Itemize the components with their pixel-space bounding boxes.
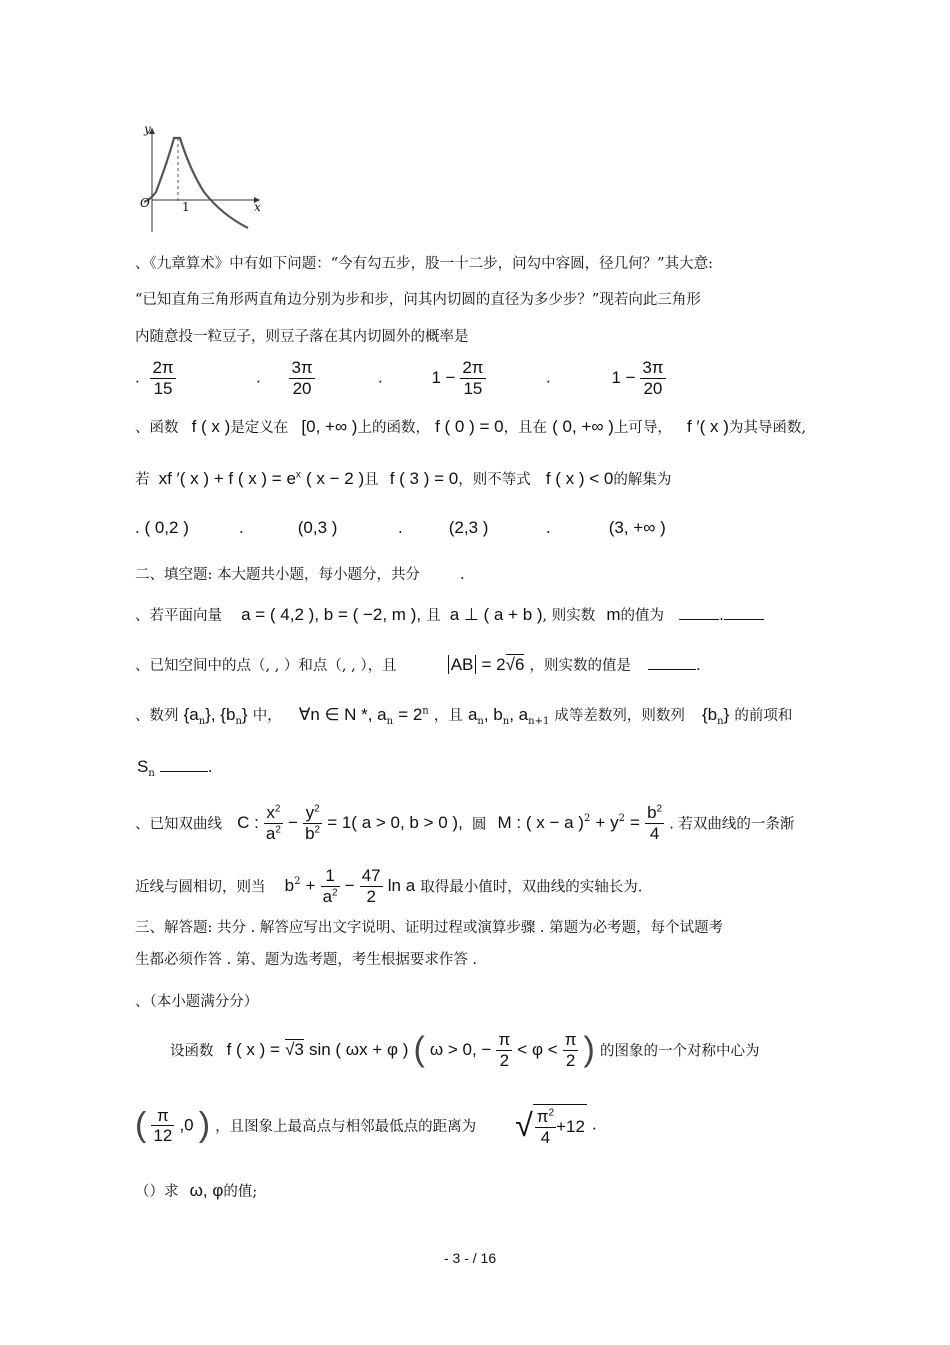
- fraction-y2-b2: $\frac{y^2}{b^2}$: [305, 803, 321, 843]
- func-option-b[interactable]: . (0,3 ): [239, 518, 338, 537]
- fraction-x2-a2: $\frac{x^2}{a^2}$: [265, 803, 281, 843]
- question-sequence: 、数列 $\{a_n\}$, $\{b_n\}$ 中， ∀n ∈ N *, $a_n = 2^n$ ，且 $a_n$, $b_n$, $a_{n+1}$ 成等差数列，则数列 $\{b_n\}$ 的前项和: [135, 705, 793, 728]
- big-paren-right: ): [583, 1030, 595, 1069]
- fraction-pi-12: $\frac{\pi}{12}$: [153, 1105, 173, 1146]
- option-c[interactable]: . 1 − $\frac{2\pi}{15}$: [378, 358, 484, 398]
- question-trig-head: 、（本小题满分分）: [135, 994, 259, 1010]
- func-option-d[interactable]: . (3, +∞ ): [546, 518, 666, 537]
- question-jiuzhang-line1: 、《九章算术》中有如下问题：“今有勾五步，股一十二步，问勾中容圆，径几何？”其大意:: [135, 256, 713, 272]
- section3-line1: 三、解答题: 共分 . 解答应写出文字说明、证明过程或演算步骤 . 第题为必考题，每个试题考: [135, 920, 724, 936]
- answer-blank[interactable]: [679, 619, 719, 620]
- question-trig-line2: ( $\frac{\pi}{12}$ ,0 ) ，且图象上最高点与相邻最低点的距离为 √ $\frac{\pi^2}{4}$ +12 .: [135, 1105, 597, 1147]
- question-func-line2: 若 xf ′( x ) + f ( x ) = $e^x$ ( x − 2 )且 f ( 3 ) = 0，则不等式 f ( x ) < 0的解集为: [135, 469, 672, 488]
- section2-heading: 二、填空题: 本大题共小题，每小题分，共分 .: [135, 567, 465, 583]
- option-b[interactable]: . $\frac{3\pi}{20}$: [256, 358, 313, 398]
- question-hyperbola-line1: 、已知双曲线 C : $\frac{x^2}{a^2}$ − $\frac{y^2}{b^2}$ = 1( a > 0, b > 0 ), 圆 M : ( x − a )$^2 + y^2$ = $\frac{b^2}{4}$ . 若双曲线的一条渐: [135, 803, 795, 843]
- fraction-pi-2: $\frac{\pi}{2}$: [498, 1030, 511, 1070]
- page-number: - 3 - / 16: [444, 1250, 497, 1266]
- sqrt-6: √6: [505, 655, 525, 674]
- question-sequence-sn: $S_n$ .: [137, 757, 213, 780]
- question-trig-sub1: （）求 ω, φ的值;: [135, 1181, 258, 1200]
- question-jiuzhang-line3: 内随意投一粒豆子，则豆子落在其内切圆外的概率是: [135, 329, 469, 345]
- fraction-pi-2b: $\frac{\pi}{2}$: [564, 1030, 577, 1070]
- abs-ab: AB: [448, 655, 477, 674]
- question-vector: 、若平面向量 a = ( 4,2 ), b = ( −2, m ), 且 a ⊥ ( a + b ), 则实数 m的值为 .: [135, 604, 764, 625]
- fraction: $\frac{3\pi}{20}$: [291, 358, 313, 398]
- sqrt-distance: √ $\frac{\pi^2}{4}$ +12: [515, 1104, 587, 1147]
- function-graph: [138, 120, 268, 240]
- graph-svg: [138, 120, 268, 240]
- fraction-47-2: $\frac{47}{2}$: [361, 866, 381, 906]
- big-paren-left-2: (: [135, 1106, 147, 1145]
- question-func-line1: 、函数 f ( x )是定义在 [0, +∞ )上的函数， f ( 0 ) = 0，且在 ( 0, +∞ )上可导， f ′( x )为其导函数,: [135, 417, 806, 436]
- func-option-a[interactable]: . ( 0,2 ): [135, 518, 189, 537]
- question-jiuzhang-line2: “已知直角三角形两直角边分别为步和步，问其内切圆的直径为多少步？”现若向此三角形: [135, 292, 701, 308]
- section3-line2: 生都必须作答 . 第、题为选考题，考生根据要求作答 .: [135, 952, 478, 968]
- function-curve: [144, 138, 248, 228]
- func-option-c[interactable]: . (2,3 ): [398, 518, 489, 537]
- option-d[interactable]: . 1 − $\frac{3\pi}{20}$: [546, 358, 664, 398]
- fraction: $\frac{3\pi}{20}$: [642, 358, 664, 398]
- question-trig-line1: 设函数 f ( x ) = √3 sin ( ωx + φ ) ( ω > 0, − $\frac{\pi}{2}$ < φ < $\frac{\pi}{2}$ ) 的图象的一个对称中心为: [170, 1030, 760, 1070]
- y-label: y: [144, 122, 151, 136]
- answer-blank-ext: [724, 619, 764, 620]
- question-hyperbola-line2: 近线与圆相切，则当 $b^2$ + $\frac{1}{a^2}$ − $\frac{47}{2}$ ln a 取得最小值时，双曲线的实轴长为.: [135, 866, 643, 906]
- option-a[interactable]: . $\frac{2\pi}{15}$: [135, 358, 174, 398]
- question-points: 、已知空间中的点（, , ）和点（, , ），且 AB = 2√6 ，则实数的值是 .: [135, 655, 701, 674]
- answer-blank[interactable]: [160, 771, 208, 772]
- answer-blank[interactable]: [648, 669, 696, 670]
- big-paren-left: (: [413, 1030, 425, 1069]
- fraction-1-a2: $\frac{1}{a^2}$: [322, 866, 338, 906]
- origin-label: O: [140, 196, 150, 210]
- fraction: $\frac{2\pi}{15}$: [152, 358, 174, 398]
- fraction-b2-4: $\frac{b^2}{4}$: [647, 803, 663, 843]
- fraction: $\frac{2\pi}{15}$: [462, 358, 484, 398]
- x-label: x: [254, 200, 261, 214]
- big-paren-right-2: ): [198, 1106, 211, 1145]
- sqrt-3: √3: [285, 1040, 304, 1060]
- tick-label-1: 1: [182, 200, 190, 214]
